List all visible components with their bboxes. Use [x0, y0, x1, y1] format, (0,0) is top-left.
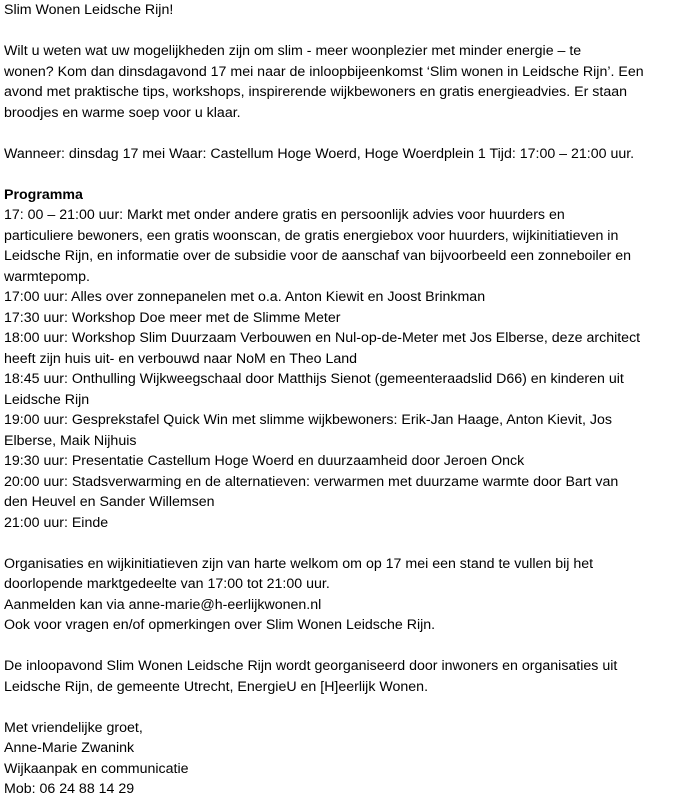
intro-line: avond met praktische tips, workshops, inspirerende wijkbewoners en gratis energieadvies. Er staan [4, 84, 627, 100]
spacer [4, 21, 693, 42]
organisaties-line: Ook voor vragen en/of opmerkingen over Slim Wonen Leidsche Rijn. [4, 617, 436, 633]
signature-greeting: Met vriendelijke groet, [4, 719, 143, 736]
programma-item [4, 472, 693, 513]
signature-role: Wijkaanpak en communicatie [4, 760, 189, 777]
intro-line: broodjes en warme soep voor u klaar. [4, 104, 241, 121]
intro-line: wonen? Kom dan dinsdagavond 17 mei naar de inloopbijeenkomst ‘Slim wonen in Leidsche Rijn’. Een [4, 63, 644, 80]
programma-item-line: 19:30 uur: Presentatie Castellum Hoge Woerd en duurzaamheid door Jeroen Onck [4, 453, 525, 469]
programma-item-line: den Heuvel en Sander Willemsen [4, 494, 215, 510]
programma-item-line: Elberse, Maik Nijhuis [4, 432, 137, 449]
signature-phone: Mob: 06 24 88 14 29 [4, 781, 135, 797]
organisers-line: De inloopavond Slim Wonen Leidsche Rijn wordt georganiseerd door inwoners en organisaties uit [4, 658, 618, 674]
programma-item [4, 451, 693, 472]
intro-paragraph [4, 41, 693, 123]
programma-item [4, 410, 693, 451]
programma-item-line: Leidsche Rijn, en informatie over de subsidie voor de aanschaf van bijvoorbeeld een zonneboiler en [4, 248, 632, 264]
programma-item-line: particuliere bewoners, een gratis woonscan, de gratis energiebox voor huurders, wijkinitiatieven in [4, 227, 619, 244]
programma-item-line: 17:30 uur: Workshop Doe meer met de Slimme Meter [4, 309, 341, 326]
organisers-line: Leidsche Rijn, de gemeente Utrecht, EnergieU en [H]eerlijk Wonen. [4, 678, 429, 695]
signature-block [4, 718, 693, 800]
spacer [4, 533, 693, 554]
programma-item [4, 513, 693, 534]
intro-line: Wilt u weten wat uw mogelijkheden zijn om slim - meer woonplezier met minder energie – te [4, 43, 582, 59]
programma-item-line: 18:00 uur: Workshop Slim Duurzaam Verbouwen en Nul-op-de-Meter met Jos Elberse, deze architect [4, 330, 641, 346]
programma-item-line: warmtepomp. [4, 268, 90, 285]
organisaties-line: Aanmelden kan via anne-marie@h-eerlijkwonen.nl [4, 596, 322, 613]
spacer [4, 636, 693, 657]
organisaties-line: doorlopende marktgedeelte van 17:00 tot 21:00 uur. [4, 576, 330, 592]
programma-item-line: 17: 00 – 21:00 uur: Markt met onder andere gratis en persoonlijk advies voor huurders en [4, 207, 565, 223]
organisaties-paragraph [4, 554, 693, 636]
programma-item-line: 17:00 uur: Alles over zonnepanelen met o.a. Anton Kiewit en Joost Brinkman [4, 289, 486, 305]
organisers-paragraph [4, 656, 693, 697]
signature-name: Anne-Marie Zwanink [4, 740, 135, 756]
organisaties-line: Organisaties en wijkinitiatieven zijn van harte welkom om op 17 mei een stand te vullen bij het [4, 555, 594, 572]
programma-item-line: 19:00 uur: Gesprekstafel Quick Win met slimme wijkbewoners: Erik-Jan Haage, Anton Kievit, Jos [4, 412, 612, 428]
programma-section [4, 185, 693, 534]
programma-heading: Programma [4, 186, 83, 203]
programma-item-line: 21:00 uur: Einde [4, 514, 109, 531]
programma-item-line: 20:00 uur: Stadsverwarming en de alternatieven: verwarmen met duurzame warmte door Bart van [4, 473, 619, 490]
spacer [4, 123, 693, 144]
programma-item [4, 328, 693, 369]
document-title: Slim Wonen Leidsche Rijn! [4, 2, 174, 18]
programma-item-line: Leidsche Rijn [4, 391, 90, 408]
spacer [4, 697, 693, 718]
programma-item [4, 308, 693, 329]
programma-item [4, 369, 693, 410]
programma-item [4, 205, 693, 287]
programma-item [4, 287, 693, 308]
when-where-line: Wanneer: dinsdag 17 mei Waar: Castellum Hoge Woerd, Hoge Woerdplein 1 Tijd: 17:00 – 21:00 uur. [4, 145, 635, 162]
programma-item-line: 18:45 uur: Onthulling Wijkweegschaal door Matthijs Sienot (gemeenteraadslid D66) en kinderen uit [4, 371, 624, 387]
programma-item-line: heeft zijn huis uit- en verbouwd naar NoM en Theo Land [4, 350, 358, 367]
spacer [4, 164, 693, 185]
